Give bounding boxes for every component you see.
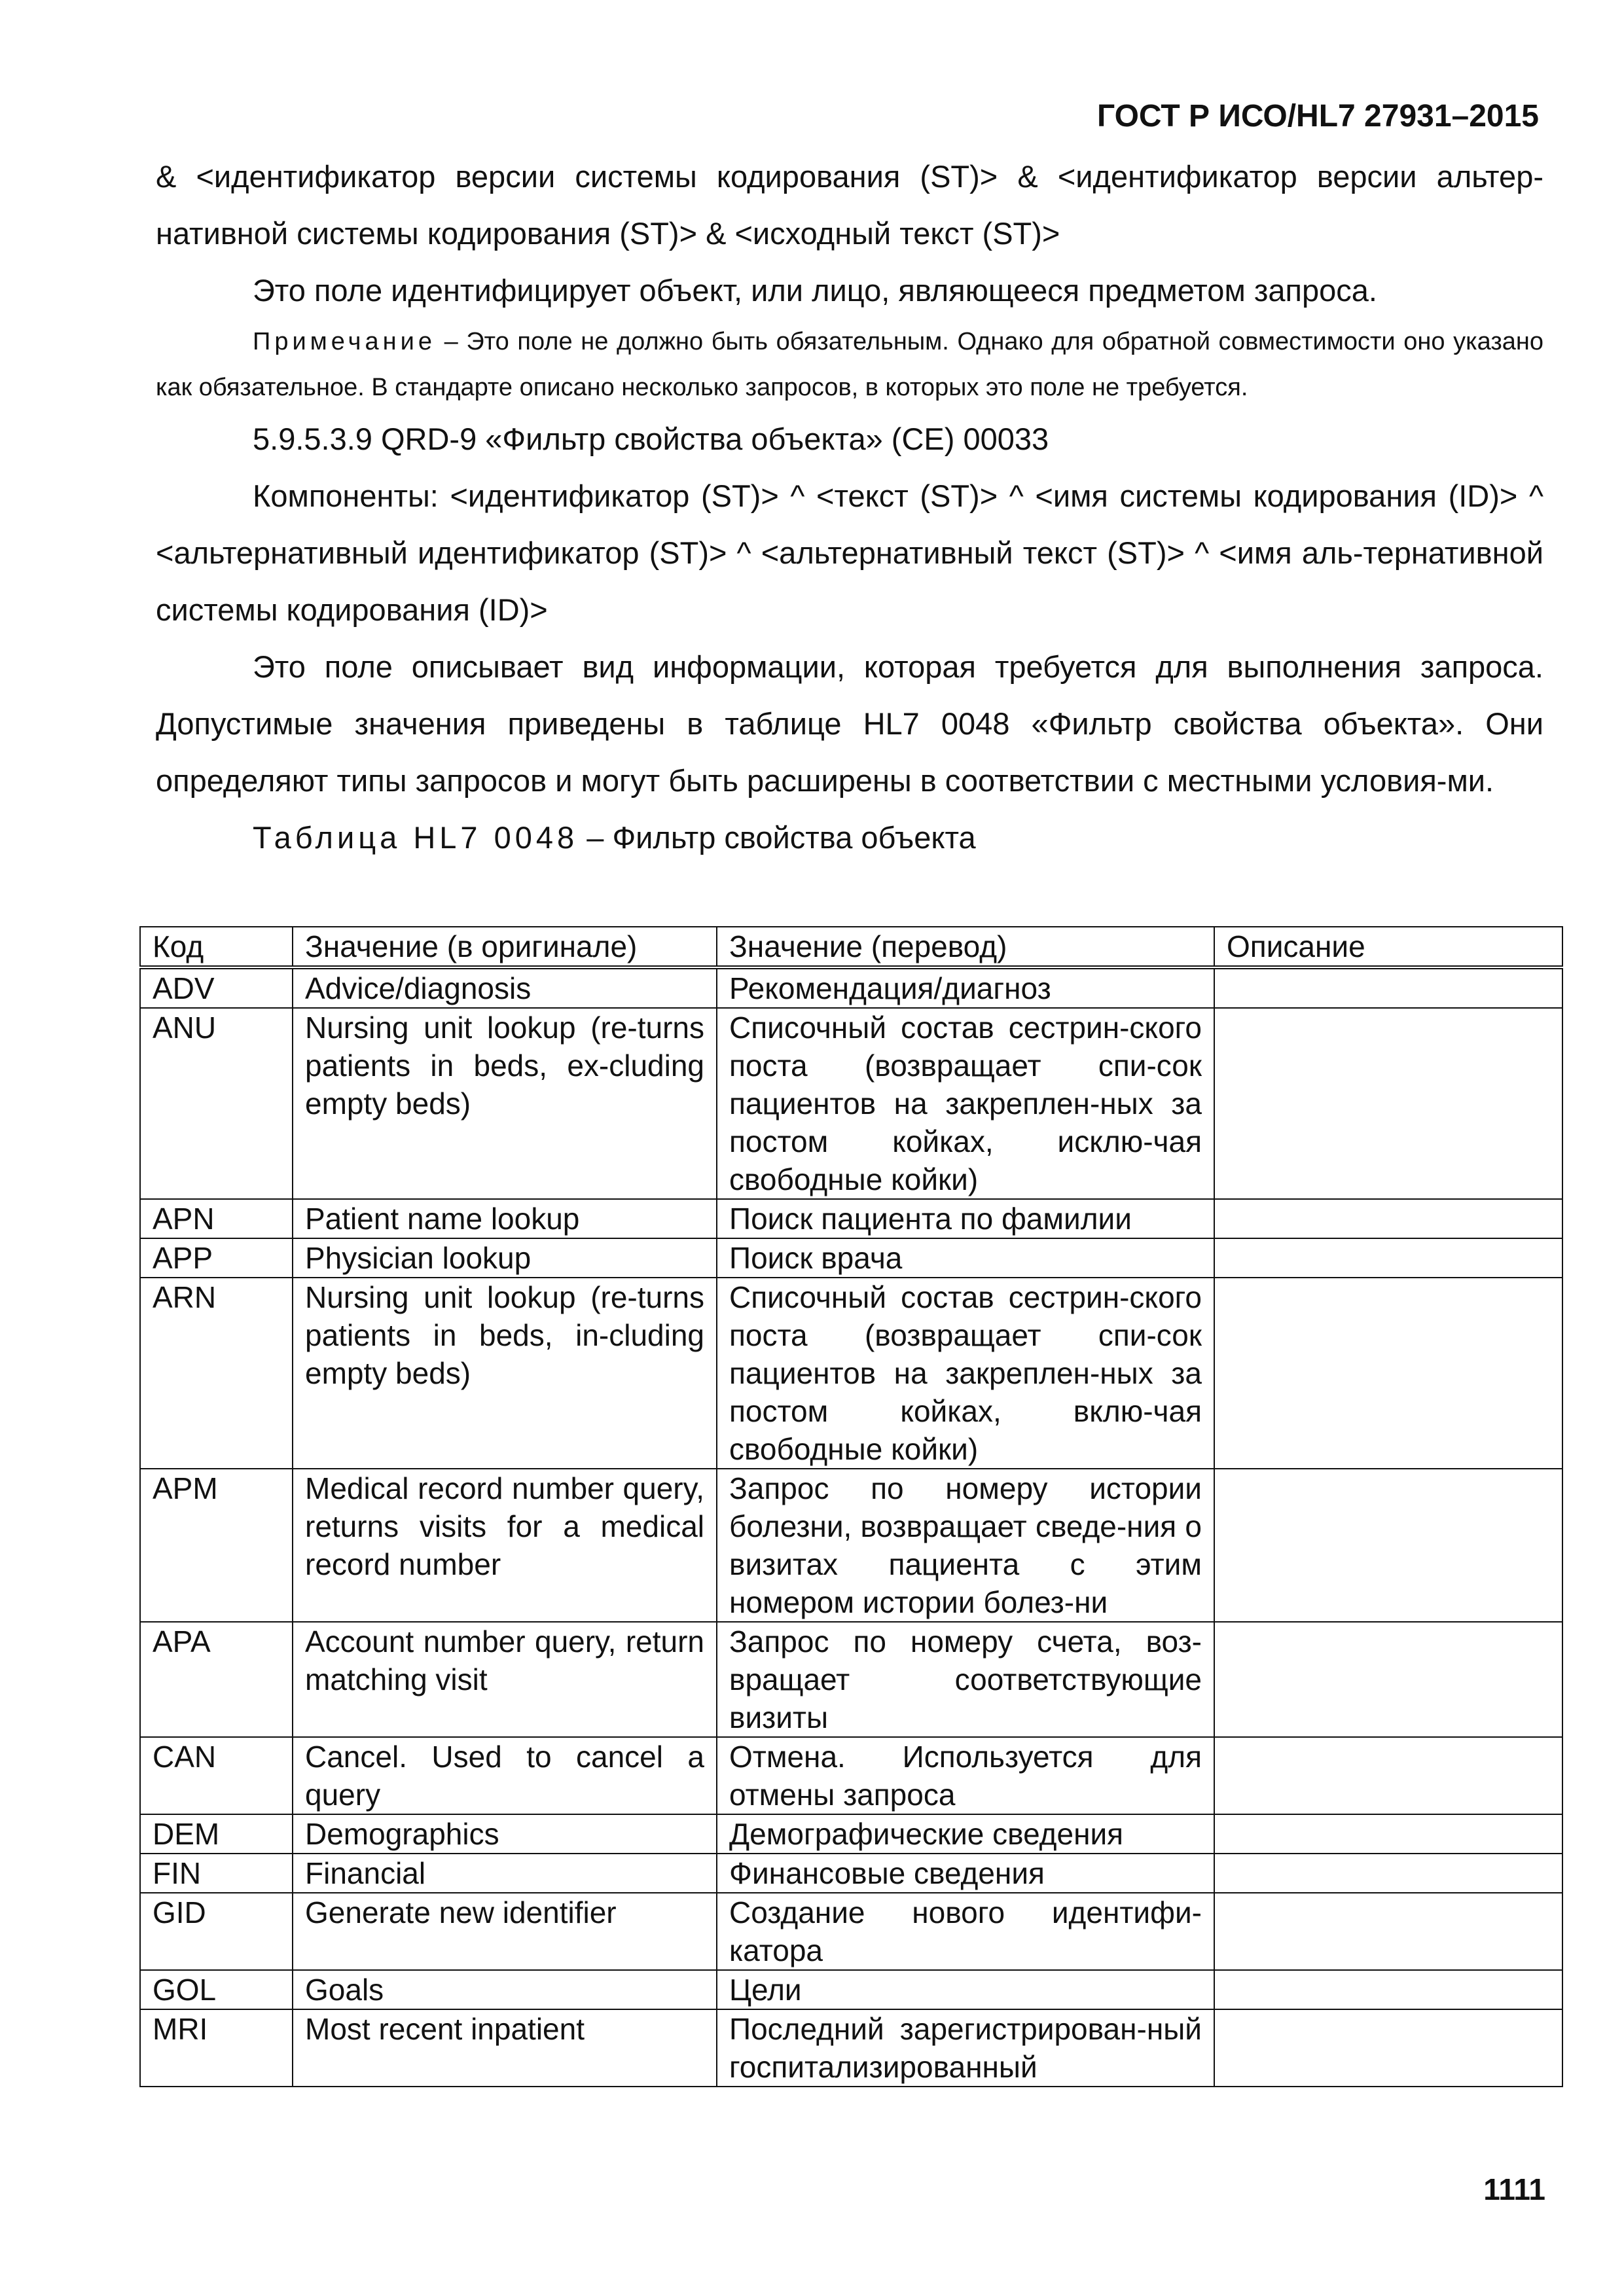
cell-code: ANU [140,1008,293,1199]
cell-translation: Поиск врача [717,1238,1214,1278]
cell-code: CAN [140,1737,293,1814]
note-label: Примечание [253,328,436,355]
cell-translation: Отмена. Используется для отмены запроса [717,1737,1214,1814]
table-row [140,1814,1562,1854]
table-row [140,1238,1562,1278]
cell-code: APA [140,1622,293,1737]
cell-description [1214,1199,1562,1238]
cell-translation: Запрос по номеру счета, воз-вращает соответствующие визиты [717,1622,1214,1737]
column-header-description: Описание [1214,927,1562,967]
cell-code: MRI [140,2009,293,2087]
body-text [156,148,1543,866]
cell-translation: Демографические сведения [717,1814,1214,1854]
cell-translation: Цели [717,1970,1214,2009]
page-number: 1111 [1483,2172,1545,2206]
table-header-row [140,927,1562,967]
paragraph-field-purpose: Это поле идентифицирует объект, или лицо, являющееся предметом запроса. [253,273,1377,308]
cell-original: Patient name lookup [293,1199,717,1238]
cell-original: Financial [293,1854,717,1893]
paragraph-description: Это поле описывает вид информации, которая требуется для выполнения запроса. Допустимые значения приведены в таблице HL7 0048 «Фильтр свойства объекта». Они определяют типы запросов и могут быть расширены в соответствии с местными условия-ми. [156,649,1543,798]
cell-original: Most recent inpatient [293,2009,717,2087]
cell-description [1214,1737,1562,1814]
cell-description [1214,2009,1562,2087]
cell-code: GID [140,1893,293,1970]
table-caption-label: Таблица HL7 0048 [253,820,579,855]
column-header-code: Код [140,927,293,967]
cell-description [1214,1008,1562,1199]
section-heading: 5.9.5.3.9 QRD-9 «Фильтр свойства объекта» (CE) 00033 [253,422,1049,456]
cell-description [1214,1278,1562,1469]
cell-original: Advice/diagnosis [293,967,717,1008]
cell-code: GOL [140,1970,293,2009]
cell-translation: Финансовые сведения [717,1854,1214,1893]
table-row [140,1469,1562,1622]
cell-translation: Запрос по номеру истории болезни, возвращает сведе-ния о визитах пациента с этим номером истории болез-ни [717,1469,1214,1622]
table-caption-title: – Фильтр свойства объекта [578,820,976,855]
document-header: ГОСТ Р ИСО/HL7 27931–2015 [1097,99,1539,134]
cell-code: APP [140,1238,293,1278]
cell-original: Account number query, return matching visit [293,1622,717,1737]
cell-code: APN [140,1199,293,1238]
cell-original: Nursing unit lookup (re-turns patients in beds, ex-cluding empty beds) [293,1008,717,1199]
table-row [140,1199,1562,1238]
cell-description [1214,1238,1562,1278]
table-row [140,1970,1562,2009]
cell-original: Demographics [293,1814,717,1854]
cell-translation: Последний зарегистрирован-ный госпитализированный [717,2009,1214,2087]
cell-description [1214,1814,1562,1854]
table-row [140,1278,1562,1469]
cell-description [1214,967,1562,1008]
column-header-translation: Значение (перевод) [717,927,1214,967]
table-row [140,1737,1562,1814]
table-row [140,2009,1562,2087]
cell-description [1214,1970,1562,2009]
cell-original: Nursing unit lookup (re-turns patients in beds, in-cluding empty beds) [293,1278,717,1469]
table-row [140,1008,1562,1199]
paragraph-coding-components: & <идентификатор версии системы кодирования (ST)> & <идентификатор версии альтер-нативной системы кодирования (ST)> & <исходный текст (ST)> [156,159,1543,251]
note-text: – Это поле не должно быть обязательным. Однако для обратной совместимости оно указано как обязательное. В стандарте описано несколько запросов, в которых это поле не требуется. [156,328,1543,401]
cell-description [1214,1622,1562,1737]
cell-code: ADV [140,967,293,1008]
cell-code: DEM [140,1814,293,1854]
table-row [140,967,1562,1008]
cell-description [1214,1854,1562,1893]
table-row [140,1854,1562,1893]
cell-description [1214,1469,1562,1622]
cell-translation: Рекомендация/диагноз [717,967,1214,1008]
cell-original: Generate new identifier [293,1893,717,1970]
paragraph-components: Компоненты: <идентификатор (ST)> ^ <текст (ST)> ^ <имя системы кодирования (ID)> ^ <альтернативный идентификатор (ST)> ^ <альтернативный текст (ST)> ^ <имя аль-тернативной системы кодирования (ID)> [156,478,1543,627]
hl7-0048-table [139,926,1563,2087]
cell-original: Cancel. Used to cancel a query [293,1737,717,1814]
cell-original: Physician lookup [293,1238,717,1278]
cell-code: APM [140,1469,293,1622]
cell-description [1214,1893,1562,1970]
table-row [140,1893,1562,1970]
note [156,319,1543,410]
cell-translation: Списочный состав сестрин-ского поста (возвращает спи-сок пациентов на закреплен-ных за постом койках, вклю-чая свободные койки) [717,1278,1214,1469]
table-row [140,1622,1562,1737]
cell-translation: Создание нового идентифи-катора [717,1893,1214,1970]
cell-translation: Поиск пациента по фамилии [717,1199,1214,1238]
column-header-original: Значение (в оригинале) [293,927,717,967]
cell-code: ARN [140,1278,293,1469]
cell-original: Medical record number query, returns visits for a medical record number [293,1469,717,1622]
table-caption [156,809,1543,866]
cell-translation: Списочный состав сестрин-ского поста (возвращает спи-сок пациентов на закреплен-ных за постом койках, исклю-чая свободные койки) [717,1008,1214,1199]
cell-code: FIN [140,1854,293,1893]
cell-original: Goals [293,1970,717,2009]
